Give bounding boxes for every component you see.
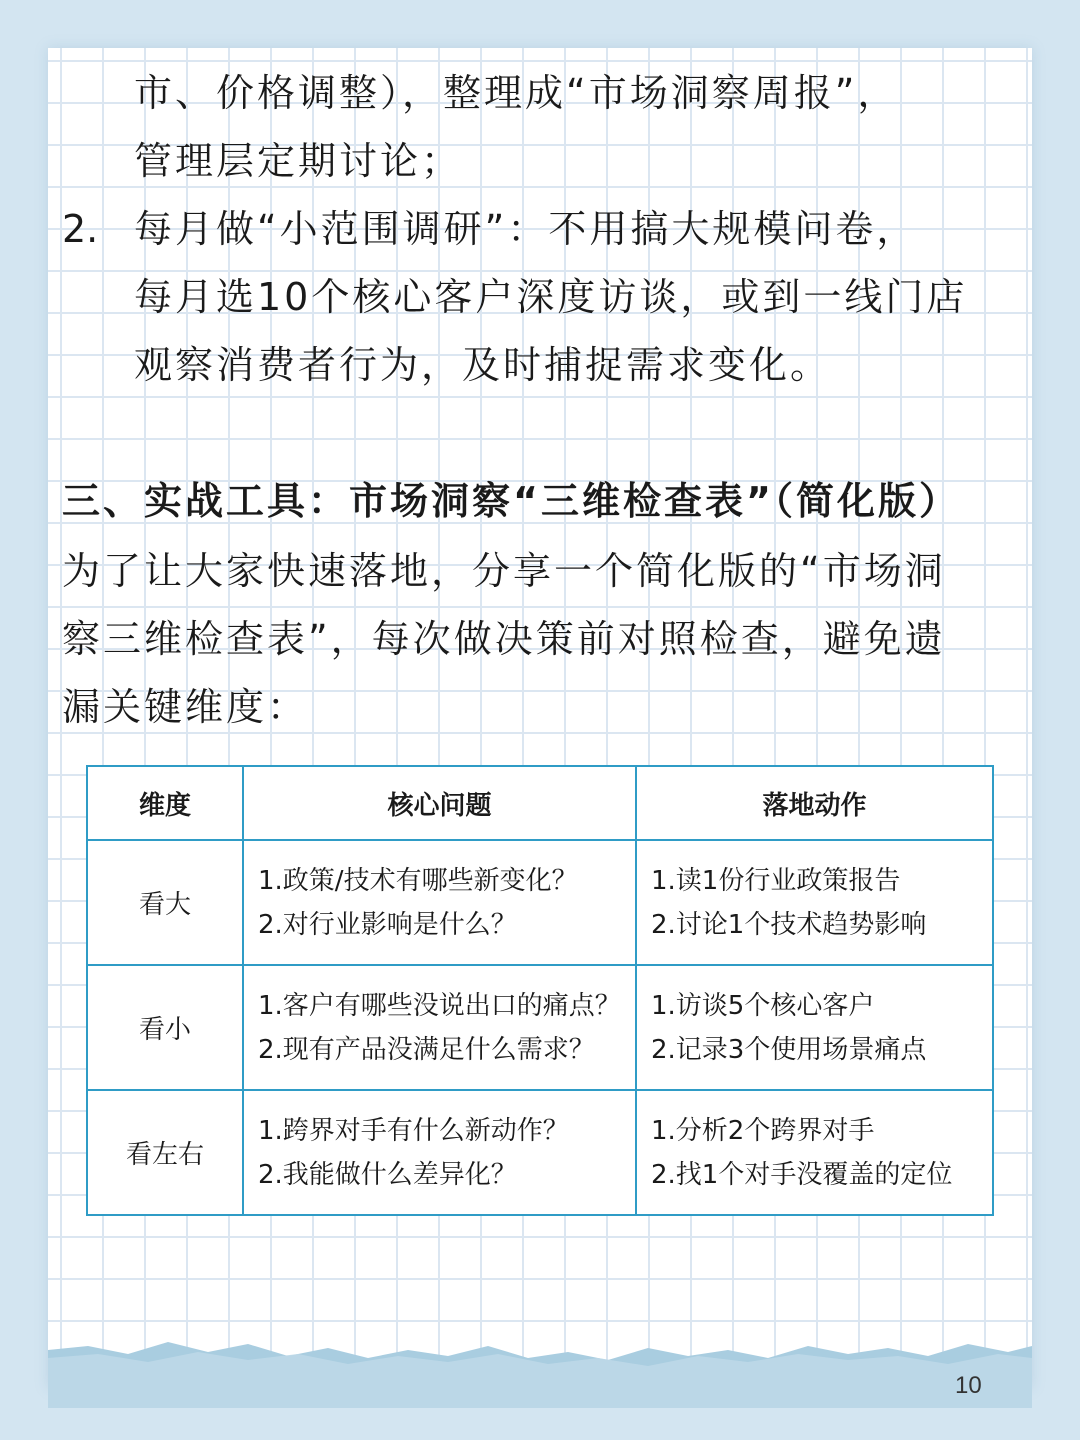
question-item: 1.政策/技术有哪些新变化？ [258, 865, 578, 896]
question-item: 2.现有产品没满足什么需求？ [258, 1034, 595, 1065]
torn-paper-decoration [48, 1328, 1032, 1408]
page-number: 10 [955, 1372, 982, 1399]
dimension-cell: 看左右 [87, 1090, 243, 1215]
action-item: 1.分析2个跨界对手 [651, 1115, 875, 1146]
dimension-cell: 看大 [87, 840, 243, 965]
table-row [87, 965, 993, 1090]
question-item: 2.我能做什么差异化？ [258, 1159, 517, 1190]
action-cell [636, 965, 993, 1090]
list-number: 2. [62, 207, 99, 251]
body-line-3: 每月做“小范围调研”：不用搞大规模问卷， [134, 207, 918, 251]
table-header-row [87, 766, 993, 840]
action-item: 2.记录3个使用场景痛点 [651, 1034, 927, 1065]
action-cell [636, 1090, 993, 1215]
section-heading: 三、实战工具：市场洞察“三维检查表”（简化版） [62, 479, 960, 523]
question-cell [243, 965, 636, 1090]
body-line-2: 管理层定期讨论； [134, 139, 463, 183]
intro-line-1: 为了让大家快速落地，分享一个简化版的“市场洞 [62, 549, 946, 593]
dimension-cell: 看小 [87, 965, 243, 1090]
header-action: 落地动作 [636, 766, 993, 840]
intro-line-3: 漏关键维度： [62, 685, 309, 729]
body-line-1: 市、价格调整），整理成“市场洞察周报”， [134, 71, 899, 115]
action-item: 2.讨论1个技术趋势影响 [651, 909, 927, 940]
action-item: 1.访谈5个核心客户 [651, 990, 875, 1021]
question-item: 1.客户有哪些没说出口的痛点？ [258, 990, 621, 1021]
table-row [87, 840, 993, 965]
question-item: 2.对行业影响是什么？ [258, 909, 517, 940]
table-row [87, 1090, 993, 1215]
intro-line-2: 察三维检查表”，每次做决策前对照检查，避免遗 [62, 617, 946, 661]
question-cell [243, 840, 636, 965]
question-item: 1.跨界对手有什么新动作？ [258, 1115, 569, 1146]
body-line-4: 每月选10个核心客户深度访谈，或到一线门店 [134, 275, 968, 319]
action-item: 2.找1个对手没覆盖的定位 [651, 1159, 953, 1190]
header-dimension: 维度 [87, 766, 243, 840]
action-cell [636, 840, 993, 965]
action-item: 1.读1份行业政策报告 [651, 865, 901, 896]
header-core-question: 核心问题 [243, 766, 636, 840]
three-dimension-check-table [86, 765, 994, 1216]
question-cell [243, 1090, 636, 1215]
body-line-5: 观察消费者行为，及时捕捉需求变化。 [134, 343, 832, 387]
